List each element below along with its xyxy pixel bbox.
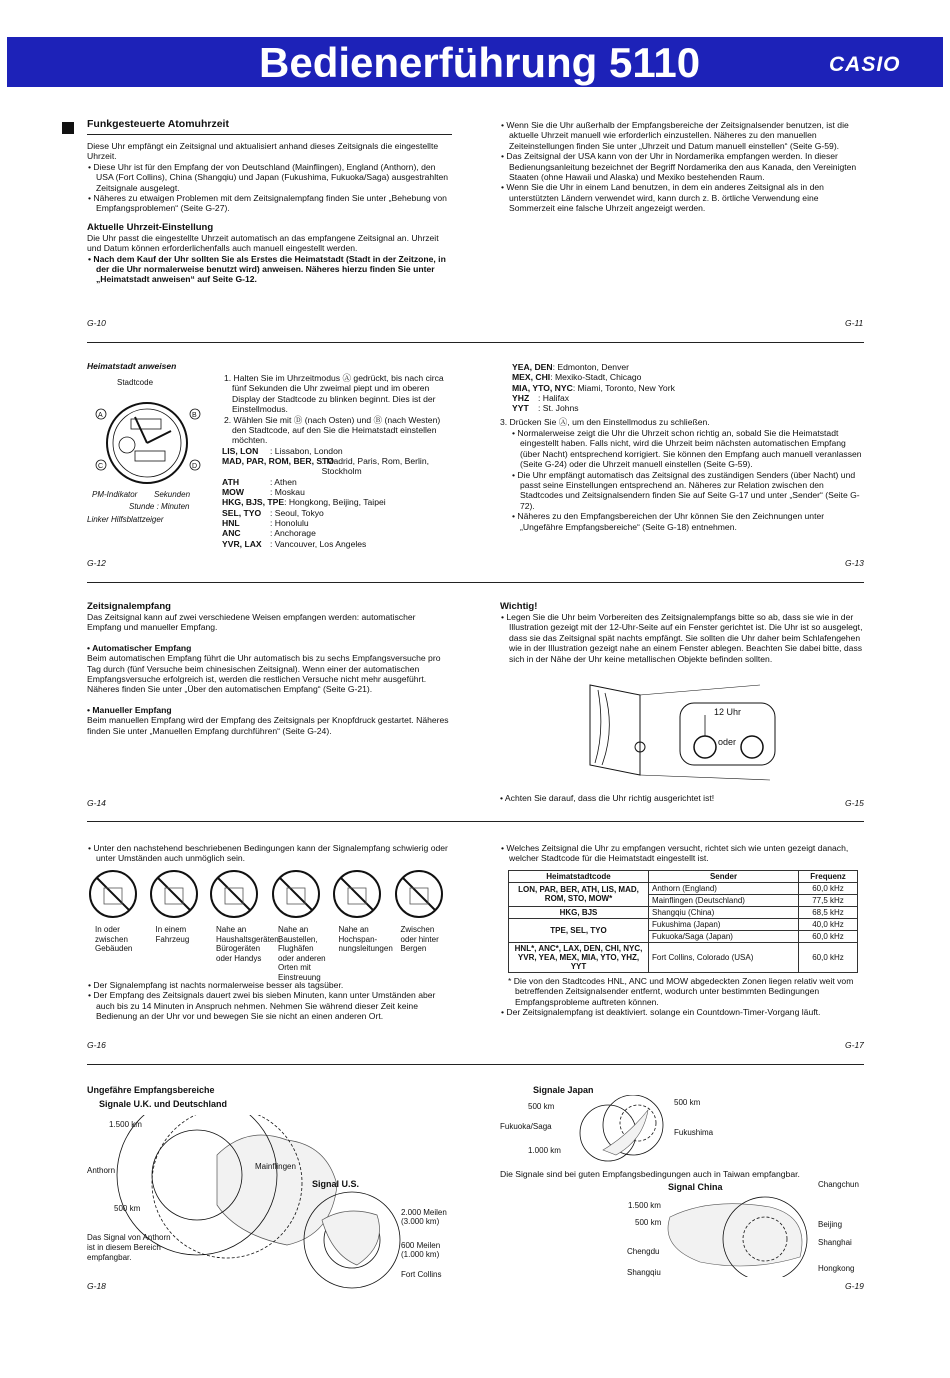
city-code: YYT (512, 403, 529, 414)
page-number: G-19 (845, 1281, 864, 1291)
city-code: YVR, LAX (222, 538, 262, 549)
city-name: : Edmonton, Denver (552, 362, 630, 372)
step: 1. Halten Sie im Uhrzeitmodus Ⓐ gedrückt, bis nach circa fünf Sekunden die Uhr zweimal piept und im oberen Display der Stadtcode zu blinken beginnt. Dies ist der Einstellmodus. (224, 373, 444, 415)
table-cell: 60,0 kHz (799, 930, 858, 942)
table-row (509, 906, 858, 918)
label-chengdu: Chengdu (627, 1247, 660, 1256)
label-500km: 500 km (114, 1204, 141, 1213)
footnote: * Die von den Stadtcodes HNL, ANC und MOW abgedeckten Zonen liegen relativ weit vom betreffenden Zeitsignalsender entfernt, wodurch unter bestimmten Bedingungen Empfangsprobleme auftreten können. (508, 975, 854, 1007)
label-beijing: Beijing (818, 1220, 843, 1229)
city-name: : Madrid, Paris, Rom, Berlin, Stockholm (321, 456, 430, 477)
page-g13 (500, 362, 865, 532)
paragraph: Das Zeitsignal kann auf zwei verschiedene Weisen empfangen werden: automatischer Empfang und manueller Empfang. (87, 612, 416, 633)
city-code-row (222, 487, 455, 497)
city-code-row (222, 518, 455, 528)
table-cell: 60,0 kHz (799, 882, 858, 894)
map-japan (498, 1095, 738, 1165)
bullet: • Nach dem Kauf der Uhr sollten Sie als Erstes die Heimatstadt (Stadt in der Zeitzone, in der die Uhr normalerweise benutzt wird) anweisen. Näheres hierzu finden Sie unter „Heimatstadt anweisen“ auf Seite G-12. (88, 253, 446, 285)
table-cell: Mainflingen (Deutschland) (649, 894, 799, 906)
prohibited-icon (148, 868, 200, 920)
bullet: • Näheres zu den Empfangsbereichen der Uhr können Sie den Zeichnungen unter „Ungefähre Empfangsbereiche“ (Seite G-18) entnehmen. (512, 511, 825, 532)
bullet: • Näheres zu etwaigen Problemen mit dem Zeitsignalempfang finden Sie unter „Behebung von Empfangsproblemen“ (Seite G-27). (88, 193, 447, 214)
bullet: • Der Zeitsignalempfang ist deaktiviert. solange ein Countdown-Timer-Vorgang läuft. (501, 1007, 821, 1018)
interference-caption: Nahe an Hochspan-nungsleitungen (338, 925, 393, 953)
label-pm: PM-Indikator (92, 490, 138, 499)
label-mainflingen: Mainflingen (255, 1162, 296, 1171)
table-cell: Anthorn (England) (649, 882, 799, 894)
bullet: • Welches Zeitsignal die Uhr zu empfangen versucht, richtet sich wie unten gezeigt danach, welcher Stadtcode für die Heimatstadt eingestellt ist. (501, 843, 849, 864)
label-2000mi: 2.000 Meilen (401, 1208, 447, 1217)
interference-caption: Nahe an Baustellen, Flughäfen oder anderen Orten mit Einstreuung (278, 925, 326, 982)
label-hongkong: Hongkong (818, 1264, 855, 1273)
label-linker: Linker Hilfsblattzeiger (87, 515, 164, 524)
city-code-row (512, 403, 865, 413)
button-a-label: A (98, 412, 103, 419)
city-name: : Lissabon, London (270, 445, 343, 456)
interference-item (393, 868, 453, 982)
page-number: G-12 (87, 558, 106, 568)
page-g10 (87, 118, 452, 285)
page-number: G-17 (845, 1040, 864, 1050)
table-cell: Fort Collins, Colorado (USA) (649, 942, 799, 972)
subheading: Signale U.K. und Deutschland (99, 1099, 228, 1109)
page-number: G-15 (845, 798, 864, 808)
city-name: : Anchorage (270, 528, 316, 539)
bullet: • Unter den nachstehend beschriebenen Bedingungen kann der Signalempfang schwierig oder unter Umständen auch unmöglich sein. (88, 843, 448, 864)
label-500km: 500 km (528, 1102, 555, 1111)
step: 2. Wählen Sie mit Ⓓ (nach Osten) und Ⓑ (nach Westen) den Stadtcode, auf den Sie die Heimatstadt einstellen möchten. (224, 414, 441, 446)
table-header: Heimatstadtcode (509, 870, 649, 882)
bullet: • Achten Sie darauf, dass die Uhr richtig ausgerichtet ist! (500, 793, 715, 803)
button-b-label: B (192, 412, 197, 419)
page-number: G-16 (87, 1040, 106, 1050)
label-stadtcode: Stadtcode (117, 378, 154, 387)
table-header: Frequenz (799, 870, 858, 882)
subheading: Signale Japan (533, 1085, 594, 1095)
city-name: : Athen (270, 476, 297, 487)
label-fortcollins: Fort Collins (401, 1270, 442, 1279)
watch-diagram (87, 373, 207, 528)
city-name: : Vancouver, Los Angeles (270, 538, 367, 549)
city-code-row (222, 446, 455, 456)
label-signal-us: Signal U.S. (312, 1179, 360, 1189)
subheading: • Automatischer Empfang (87, 642, 192, 653)
city-code: SEL, TYO (222, 507, 262, 518)
paragraph: Diese Uhr empfängt ein Zeitsignal und aktualisiert anhand dieses Zeitsignals die eingestellte Uhrzeit. (87, 141, 439, 162)
title-banner (7, 37, 943, 87)
bullet: • Wenn Sie die Uhr in einem Land benutzen, in dem ein anderes Zeitsignal als in den unterstützten Ländern verwendet wird, kann durch z. B. örtliche Verwendung eine Sommerzeit eine falsche Uhrzeit angezeigt werden. (501, 182, 824, 214)
label-sekunden: Sekunden (154, 490, 191, 499)
map-europe-us (87, 1115, 467, 1290)
section-heading: Funkgesteuerte Atomuhrzeit (87, 118, 229, 130)
city-code-row (222, 477, 455, 487)
page-number: G-10 (87, 318, 106, 328)
interference-item (270, 868, 330, 982)
city-code: ANC (222, 528, 241, 539)
step: 3. Drücken Sie Ⓐ, um den Einstellmodus zu schließen. (500, 417, 710, 428)
city-name: : Seoul, Tokyo (270, 507, 324, 518)
map-china (620, 1177, 870, 1277)
label-1000km: (1.000 km) (401, 1250, 440, 1259)
city-code-list (500, 362, 865, 413)
manual-title: Bedienerführung 5110 (259, 39, 701, 86)
label-3000km: (3.000 km) (401, 1217, 440, 1226)
city-name: : Honolulu (270, 517, 309, 528)
page-g12-steps (210, 373, 455, 549)
subheading: • Manueller Empfang (87, 704, 172, 715)
interference-item (148, 868, 208, 982)
window-illustration (580, 675, 780, 790)
city-code: YEA, DEN (512, 362, 553, 372)
city-code-row (512, 393, 865, 403)
city-code: MIA, YTO, NYC (512, 382, 573, 393)
table-cell: 60,0 kHz (799, 942, 858, 972)
page-g11 (500, 120, 865, 214)
taiwan-note: Die Signale sind bei guten Empfangsbedingungen auch in Taiwan empfangbar. (500, 1169, 800, 1179)
city-name: : St. Johns (538, 403, 579, 414)
interference-item (87, 868, 147, 982)
section-heading: Ungefähre Empfangsbereiche (87, 1085, 215, 1095)
city-code-row (222, 528, 455, 538)
table-cell: HKG, BJS (509, 906, 649, 918)
city-code-row (512, 362, 865, 372)
table-cell: HNL*, ANC*, LAX, DEN, CHI, NYC, YVR, YEA, MEX, MIA, YTO, YHZ, YYT (509, 942, 649, 972)
button-c-label: C (98, 463, 104, 470)
interference-caption: In einem Fahrzeug (155, 925, 190, 944)
label-stunde: Stunde : Minuten (129, 502, 190, 511)
city-code-row (222, 539, 455, 549)
label-fukushima: Fukushima (674, 1128, 714, 1137)
page-g14 (87, 601, 452, 736)
label-500km: 500 km (674, 1098, 701, 1107)
table-cell: Fukushima (Japan) (649, 918, 799, 930)
table-row (509, 918, 858, 930)
paragraph: Beim automatischen Empfang führt die Uhr automatisch bis zu sechs Empfangsversuche pro Tag durch (fünf Versuche beim chinesischen Zeitsignal). Wenn einer der automatischen Empfangsversuche erfolgreich ist, werden die restlichen Versuche nicht mehr ausgeführt. Näheres finden Sie unter „Über den automatischen Empfang“ (Seite G-21). (87, 653, 441, 695)
city-code: HKG, BJS, TPE (222, 497, 285, 508)
page-g16-notes (87, 980, 452, 1022)
page-number: G-13 (845, 558, 864, 568)
city-code: MEX, CHI (512, 372, 551, 383)
city-name: : Mexiko-Stadt, Chicago (550, 372, 642, 383)
city-code-row (512, 372, 865, 382)
table-row (509, 882, 858, 894)
city-code: MAD, PAR, ROM, BER, STO (222, 456, 334, 467)
city-name: : Hongkong, Beijing, Taipei (284, 497, 386, 508)
subheading: Aktuelle Uhrzeit-Einstellung (87, 221, 214, 233)
casio-logo: CASIO (829, 53, 901, 76)
bullet: • Normalerweise zeigt die Uhr die Uhrzeit schon richtig an, sobald Sie die Heimatstadt eingestellt haben. Falls nicht, wird die Uhrzeit beim nächsten automatischen Empfang (über Nacht) entsprechend korrigiert. Sie können den Empfang auch manuell veranlassen (Seite G-24) oder die Uhrzeit manuell einstellen (Seite G-59). (512, 427, 862, 470)
city-code-row (222, 508, 455, 518)
city-code: LIS, LON (222, 445, 259, 456)
label-changchun: Changchun (818, 1180, 859, 1189)
divider (87, 582, 864, 583)
prohibited-icon (208, 868, 260, 920)
city-code-row (222, 456, 455, 477)
label-note-3: empfangbar. (87, 1253, 132, 1262)
table-cell: 40,0 kHz (799, 918, 858, 930)
page-number: G-18 (87, 1281, 106, 1291)
table-cell: TPE, SEL, TYO (509, 918, 649, 942)
sender-table (508, 870, 858, 973)
interference-caption: Zwischen oder hinter Bergen (400, 925, 439, 953)
city-code-row (512, 383, 865, 393)
label-shanghai: Shanghai (818, 1238, 852, 1247)
city-code: MOW (222, 487, 244, 498)
table-cell: 77,5 kHz (799, 894, 858, 906)
divider (87, 821, 864, 822)
label-fukuoka: Fukuoka/Saga (500, 1122, 552, 1131)
prohibited-icon (331, 868, 383, 920)
table-cell: LON, PAR, BER, ATH, LIS, MAD, ROM, STO, MOW* (509, 882, 649, 906)
label-1500km: 1.500 km (109, 1120, 142, 1129)
label-600mi: 600 Meilen (401, 1241, 441, 1250)
prohibited-icon (270, 868, 322, 920)
city-code-row (222, 497, 455, 507)
page-g18 (87, 1085, 227, 1109)
city-name: : Miami, Toronto, New York (572, 382, 675, 393)
page-g17 (500, 843, 865, 1017)
table-header: Sender (649, 870, 799, 882)
page-number: G-14 (87, 798, 106, 808)
bullet: • Das Zeitsignal der USA kann von der Uhr in Nordamerika empfangen werden. In dieser Bedienungsanleitung bezeichnet der Begriff Nordamerika den aus Kanada, den Vereinigten Staaten (ohne Hawaii und Alaska) und Mexiko bestehenden Raum. (501, 151, 857, 183)
section-heading: Heimatstadt anweisen (87, 361, 177, 371)
city-name: : Halifax (538, 392, 570, 403)
interference-caption: In oder zwischen Gebäuden (95, 925, 133, 953)
interference-caption: Nahe an Haushaltsgeräten, Bürogeräten oder Handys (216, 925, 281, 963)
bullet: • Wenn Sie die Uhr außerhalb der Empfangsbereiche der Zeitsignalsender benutzen, ist die aktuelle Uhrzeit manuell wie erforderlich einzustellen. Näheres zu den manuellen Zeiteinstellungen finden Sie unter „Uhrzeit und Datum manuell einstellen“ (Seite G-59). (501, 120, 849, 151)
table-cell: Shangqiu (China) (649, 906, 799, 918)
city-code: YHZ (512, 392, 530, 403)
bullet: • Legen Sie die Uhr beim Vorbereiten des Zeitsignalempfangs bitte so ab, dass sie wie in der Illustration gezeigt mit der 12-Uhr-Seite auf ein Fenster gerichtet ist. Die Uhr ist so ausgelegt, dass sie das Zeitsignal spät nachts empfängt. Sie sollten die Uhr daher beim Schlafengehen wie in der Illustration gezeigt nahe an einem Fenster ablegen. Beachten Sie dabei bitte, dass sich in der Nähe der Uhr keine metallischen Objekte befinden sollten. (501, 612, 863, 664)
interference-icons (87, 868, 452, 982)
bullet: • Der Signalempfang ist nachts normalerweise besser als tagsüber. (88, 980, 344, 990)
bullet: • Die Uhr empfängt automatisch das Zeitsignal des zuständigen Senders (über Nacht) und passt seine Einstellungen entsprechend an. Näheres zur Relation zwischen den Stadtcodes und Zeitsignalsendern finden Sie auf Seite G-17 und unter „Sender“ (Seite G-72). (512, 469, 860, 511)
bullet: • Diese Uhr ist für den Empfang der von Deutschland (Mainflingen), England (Anthorn), den USA (Fort Collins), China (Shangqiu) und Japan (Fukushima, Fukuoka/Saga) ausgestrahlten Zeitsignale ausgelegt. (88, 161, 449, 193)
section-heading: Zeitsignalempfang (87, 601, 171, 612)
label-oder: oder (718, 737, 737, 747)
button-d-label: D (192, 463, 198, 470)
page-number: G-11 (845, 318, 864, 328)
prohibited-icon (87, 868, 139, 920)
bullet: • Der Empfang des Zeitsignals dauert zwei bis sieben Minuten, kann unter Umständen aber auch bis zu 14 Minuten in Anspruch nehmen. Nehmen Sie während dieser Zeit keine Bedienung an der Uhr vor und bewegen Sie sie nicht an einen anderen Ort. (88, 990, 436, 1022)
table-row (509, 942, 858, 972)
label-anthorn: Anthorn (87, 1166, 116, 1175)
label-1500km: 1.500 km (628, 1201, 661, 1210)
section-marker (62, 122, 74, 134)
city-name: : Moskau (270, 487, 305, 498)
label-note-2: ist in diesem Bereich (87, 1243, 161, 1252)
label-note-1: Das Signal von Anthorn (87, 1233, 171, 1242)
page-g16 (87, 843, 452, 864)
label-1000km: 1.000 km (528, 1146, 561, 1155)
subheading: Signal China (668, 1182, 723, 1192)
interference-item (331, 868, 392, 982)
table-cell: Fukuoka/Saga (Japan) (649, 930, 799, 942)
label-500km: 500 km (635, 1218, 662, 1227)
city-code: HNL (222, 517, 240, 528)
label-shangqiu: Shangqiu (627, 1268, 661, 1277)
paragraph: Beim manuellen Empfang wird der Empfang des Zeitsignals per Knopfdruck gestartet. Näheres finden Sie unter „Manuellen Empfang durchführen“ (Seite G-24). (87, 715, 449, 736)
city-code: ATH (222, 476, 240, 487)
prohibited-icon (393, 868, 445, 920)
divider (87, 342, 864, 343)
page-g15 (500, 601, 865, 664)
table-cell: 68,5 kHz (799, 906, 858, 918)
divider (87, 1064, 864, 1065)
interference-item (208, 868, 281, 982)
city-code-list (210, 446, 455, 549)
section-heading: Wichtig! (500, 601, 538, 612)
label-12uhr: 12 Uhr (714, 707, 742, 717)
paragraph: Die Uhr passt die eingestellte Uhrzeit automatisch an das empfangene Zeitsignal an. Uhrzeit und Datum können erforderlichenfalls auch manuell eingestellt werden. (87, 232, 439, 254)
